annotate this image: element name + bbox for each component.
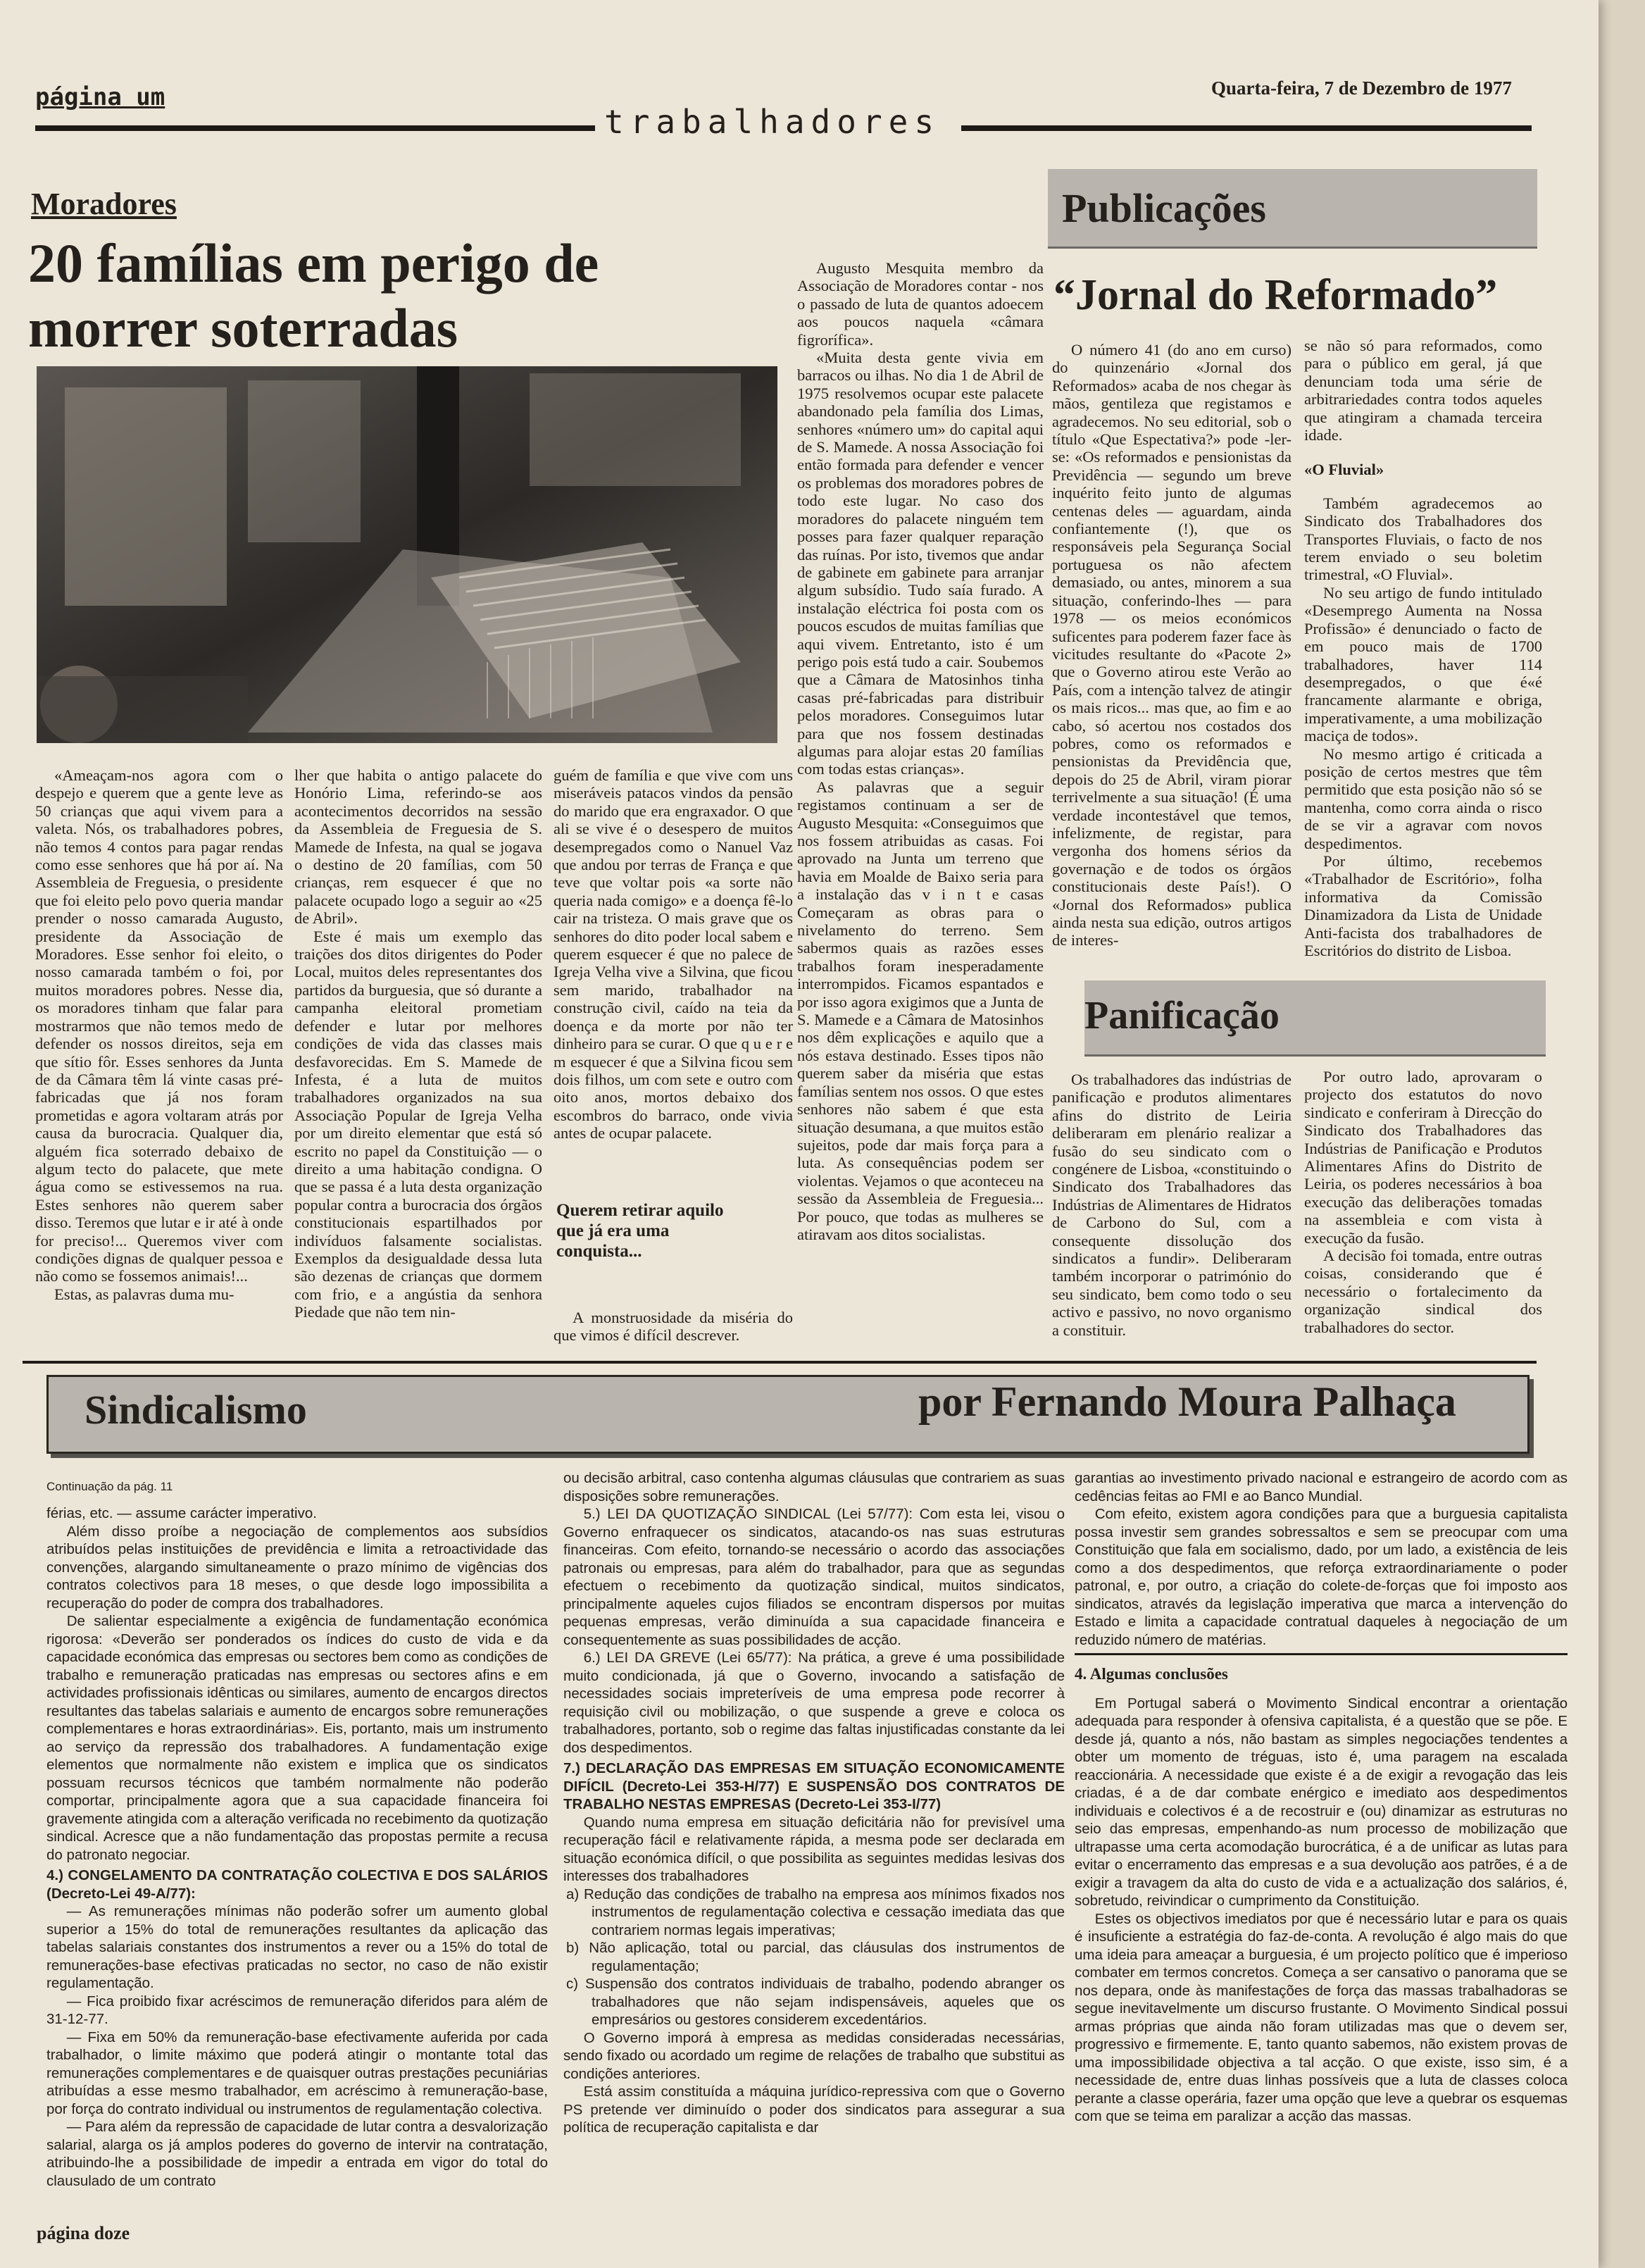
panificacao-col2-text-b: A decisão foi tomada, entre outras coisas, considerando que é necessário o fortalecimento da organização sindical dos trabalhadores do sector. [1304, 1247, 1542, 1336]
sindicalismo-byline: por Fernando Moura Palhaça [918, 1378, 1456, 1425]
sindicalismo-top-rule [23, 1361, 1537, 1364]
publicacoes-col2-text-d: No mesmo artigo é criticada a posição de certos mestres que têm permitido que esta posição não só se mantenha, como corra ainda o risco de se vir a agravar com novos despedimentos. [1304, 744, 1542, 852]
paragraph: — As remunerações mínimas não poderão sofrer um aumento global superior a 15% do total de remunerações resultantes da aplicação das tabelas salariais constantes dos instrumentos a rever ou a 15% do total de remunerações-base efectivas praticadas no sector, no caso de não existir regulamentação. [46, 1903, 548, 1991]
paragraph: — Fixa em 50% da remuneração-base efectivamente auferida por cada trabalhador, o limite máximo que poderá atingir o montante total das remunerações complementares e de quaisquer outras prestações pecuniárias atribuídas a esse mesmo trabalhador, em acréscimo à remuneração-base, por força do contrato individual ou instrumentos de regulamentação colectiva. [46, 2029, 548, 2117]
sindicalismo-title: Sindicalismo [85, 1387, 307, 1433]
paragraph: Além disso proíbe a negociação de complementos aos subsídios atribuídos pelas instituições de previdência e limita a retroactividade das convenções, alargando simultaneamente o prazo mínimo de vigências dos contratos colectivos para 18 meses, o que desde logo impossibilita a recuperação do poder de compra dos trabalhadores. [46, 1523, 548, 1612]
paragraph: 5.) LEI DA QUOTIZAÇÃO SINDICAL (Lei 57/77): Com esta lei, visou o Governo enfraquecer os sindicatos, atacando-os nas suas estruturas financeiras. Com efeito, tornando-se necessário o acordo das associações patronais ou empresas, para além do trabalhador, para que as segundas efectuem o recebimento da quotização sindical, muitos sindicatos, principalmente aqueles cujos filiados se encontram dispersos por muitas pequenas empresas, verão diminuída a sua capacidade financeira e consequentemente as suas possibilidades de acção. [563, 1506, 1065, 1648]
subheading: 4. Algumas conclusões [1075, 1653, 1568, 1683]
sindicalismo-column-3 [1075, 1469, 1568, 2223]
paragraph: Em Portugal saberá o Movimento Sindical encontrar a orientação adequada para responder à ofensiva capitalista, é a questão que se põe. E desde já, quanto a nós, não bastam as simples negociações tendentes a obter um momento de tréguas, isto é, uma paragem na escalada reaccionária. A necessidade que existe é a de exigir a revogação das leis criadas, é a de dar combate enérgico e imediato aos despedimentos individuais e colectivos é a de recostruir e (ou) dinamizar as estruturas no seio das empresas, empenhando-as num processo de mobilização que ultrapasse uma certa acomodação burocrática, é a de unificar as lutas para evitar o encerramento das empresas e a sua devolução aos patrões, é a de exigir a travagem da alta do custo de vida e a actualização dos salários, é, sobretudo, reivindicar o cumprimento da Constituição. [1075, 1695, 1568, 1909]
moradores-column-2 [294, 766, 542, 1344]
article-kicker: Moradores [31, 187, 177, 221]
publicacoes-column-1 [1052, 341, 1291, 968]
paragraph: 7.) DECLARAÇÃO DAS EMPRESAS EM SITUAÇÃO ECONOMICAMENTE DIFÍCIL (Decreto-Lei 353-H/77) E SUSPENSÃO DOS CONTRATOS DE TRABALHO NESTAS EMPRESAS (Decreto-Lei 353-I/77) [563, 1760, 1065, 1812]
publicacoes-column-2 [1304, 337, 1542, 971]
paragraph: ou decisão arbitral, caso contenha algumas cláusulas que contrariem as suas disposições sobre remunerações. [563, 1470, 1065, 1504]
publicacoes-col2-text-c: No seu artigo de fundo intitulado «Desemprego Aumenta na Nossa Profissão» é denunciado o facto de em pouco mais de 1700 trabalhadores, haver 114 desempregados, o que é«é francamente alarmante e obriga, imperativamente, a uma mobilização maciça de todos». [1304, 583, 1542, 745]
moradores-col2-text-b: Este é mais um exemplo das traições dos ditos dirigentes do Poder Local, muitos deles representantes dos partidos da burguesia, que só durante a campanha eleitoral prometiam defender e lutar por melhores condições de vida das classes mais desfavorecidas. Em S. Mamede de Infesta, é a luta de muitos trabalhadores organizados na sua Associação Popular de Igreja Velha por um direito elementar que está só escrito no papel da Constituição — o direito a uma habitação condigna. O que se passa é a luta desta organização popular contra a burocracia dos órgãos constitucionais espartilhados por indivíduos falsamente socialistas. Exemplos da desigualdade dessa luta são dezenas de crianças que dormem com frio, e a angústia da senhora Piedade que não tem nin- [294, 927, 542, 1321]
sindicalismo-column-2 [563, 1469, 1065, 2223]
paragraph: Quando numa empresa em situação deficitária não for previsível uma recuperação fácil e relativamente rápida, a mesma pode ser declarada em situação económica difícil, o que possibilita as seguintes medidas lesivas dos interesses dos trabalhadores [563, 1814, 1065, 1884]
paragraph: — Para além da repressão de capacidade de lutar contra a desvalorização salarial, alarga os já amplos poderes do governo de intervir na contratação, atribuindo-lhe a possibilidade de impedir a entrada em vigor do total do clausulado de um contrato [46, 2119, 548, 2189]
paragraph: c) Suspensão dos contratos individuais de trabalho, podendo abranger os trabalhadores que não sejam indispensáveis, aqueles que os empresários ou gestores considerem excedentários. [566, 1976, 1065, 2028]
barracks-photo-illustration [37, 366, 777, 743]
article-photo [37, 366, 777, 743]
photo-caption: A monstruosidade da miséria do que vimos é difícil descrever. [553, 1309, 793, 1345]
publicacoes-section-title: Publicações [1062, 185, 1266, 231]
paragraph: b) Não aplicação, total ou parcial, das cláusulas dos instrumentos de regulamentação; [566, 1940, 1065, 1974]
moradores-col1-cont: Estas, as palavras duma mu- [54, 1285, 234, 1303]
moradores-col1-text: «Ameaçam-nos agora com o despejo e querem que a gente leve as 50 crianças que aqui vivem para a valeta. Nós, os trabalhadores pobres, não temos 4 contos para pagar rendas como esse senhores que há por aí. Na Assembleia de Freguesia, o presidente que foi eleito pelo povo queria mandar prender o nosso camarada Augusto, presidente da Associação de Moradores. Esse senhor foi eleito, o nosso camarada também o foi, por muitos moradores pobres. Nesse dia, os moradores tinham que falar para mostrarmos que não temos medo de defender os nossos direitos, seja em que sítio fôr. Esses senhores da Junta de da Câmara têm lá vinte casas pré-fabricadas que já nos foram prometidas e agora voltaram atrás por causa da burocracia. Qualquer dia, alguém fica soterrado debaixo de algum tecto do palacete, que mete água como se estivessemos na rua. Estes senhores não querem saber disso. Teremos que lutar e ir até à onde for preciso!... Queremos viver com condições dignas de qualquer pessoa e não como se fossemos animais!... [35, 766, 283, 1285]
publicacoes-col2-text-b: Também agradecemos ao Sindicato dos Trabalhadores dos Transportes Fluviais, o facto de nos terem enviado o seu boletim trimestral, «O Fluvial». [1304, 494, 1542, 584]
publicacoes-col2-text-e: Por último, recebemos «Trabalhador de Escritório», folha informativa da Comissão Dinamizadora da Lista de Unidade Anti-facista dos trabalhadores de Escritórios do distrito de Lisboa. [1304, 852, 1542, 959]
moradores-col4-intro: Augusto Mesquita membro da Associação de Moradores contar - nos o passado de luta de quantos adoecem aos poucos naquela «câmara figrorífica». [797, 259, 1044, 349]
masthead-date: Quarta-feira, 7 de Dezembro de 1977 [1211, 77, 1512, 99]
paragraph: Está assim constituída a máquina jurídico-repressiva com que o Governo PS pretende ver diminuído o poder dos sindicatos para assegurar a sua política de recuperação capitalista e dar [563, 2083, 1065, 2136]
paragraph: a) Redução das condições de trabalho na empresa aos mínimos fixados nos instrumentos de regulamentação colectiva e cessação imediata das que contrariem normas legais imperativas; [566, 1886, 1065, 1938]
paragraph: garantias ao investimento privado nacional e estrangeiro de acordo com as cedências feitas ao FMI e ao Banco Mundial. [1075, 1470, 1568, 1504]
masthead-section: trabalhadores [604, 103, 941, 141]
moradores-column-3 [553, 766, 793, 1175]
publicacoes-headline: “Jornal do Reformado” [1053, 271, 1498, 319]
moradores-col4-quote: «Muita desta gente vivia em barracos ou ilhas. No dia 1 de Abril de 1975 resolvemos ocupar este palacete abandonado pela família dos Limas, senhores «número um» do capital aqui de S. Mamede. A nossa Associação foi então formada para defender e vencer os problemas dos moradores pobres de todo este lugar. No caso dos moradores do palacete ninguém tem posses para fazer qualquer reparação das ruínas. Por isto, tivemos que andar de gabinete em gabinete para arranjar algum subsídio. Tudo saía furado. A instalação eléctrica foi posta com os poucos escudos de muitas famílias que aqui vivem. Entretanto, isto é um perigo pois está tudo a cair. Soubemos que a Câmara de Matosinhos tinha casas pré-fabricadas para distribuir pelos moradores. Conseguimos lutar para que nos fossem destinadas algumas para alojar estas 20 famílias com todas estas crianças». [797, 349, 1044, 778]
moradores-column-4 [797, 259, 1044, 1350]
panificacao-col1-text: Os trabalhadores das indústrias de panificação e produtos alimentares afins do distrito de Leiria deliberaram em plenário realizar a fusão do seu sindicato com o congénere de Lisboa, «constituindo o Sindicato dos Trabalhadores das Indústrias de Alimentares de Hidratos de Carbono do Sul, com a consequente dissolução dos sindicatos a fundir». Deliberaram também incorporar o património do seu sindicato, bem como todo o seu activo e passivo, no novo organismo a constituir. [1052, 1071, 1291, 1339]
masthead-rule-left [35, 125, 595, 131]
moradores-column-1 [35, 766, 283, 1344]
moradores-col3-text: guém de família e que vive com uns miseráveis patacos vindos da pensão do marido que era engraxador. O que ali se vive é o desespero de muitos desempregados como o Nanuel Vaz que andou por terras de França e que teve que voltar pois «a sorte não queria nada comigo» e a doença fê-lo cair na tristeza. O mais grave que os senhores do dito poder local sabem e querem esquecer é que no palece de Igreja Velha vive a Silvina, que ficou sem marido, trabalhador na construção civil, caído na teia da doença e da morte por não ter dinheiro para se curar. O que q u e r e m esquecer é que a Silvina ficou sem dois filhos, um com sete e outro com oito anos, mortos debaixo dos escombros do barraco, onde vivia antes de ocupar palacete. [553, 766, 793, 1142]
pull-quote: Querem retirar aquilo que já era uma conquista... [556, 1201, 724, 1261]
masthead-left: página um [35, 83, 165, 111]
moradores-col4-quote2: As palavras que a seguir registamos continuam a ser de Augusto Mesquita: «Conseguimos que nos fossem atribuidas as casas. Foi aprovado na Junta um terreno que havia em Moalde de Baixo seria para a instalação das v i n t e casas Começaram as obras para o nivelamento do terreno. Sem sabermos quais as razões esses trabalhos foram inesperadamente interrompidos. Ficamos espantados e por isso agora exigimos que a Junta de S. Mamede e a Câmara de Matosinhos nos dêm explicações e aquilo que a nós estava destinado. Esses tipos não querem saber da miséria que estas famílias sentem nos ossos. O que estes senhores não sabem é que esta situação desumana, a que muitos estão sujeitos, pode dar mais força para a luta. As consequências podem ser violentas. Vejamos o que aconteceu na sessão da Assembleia de Freguesia... Por pouco, que todas as mulheres se atiravam aos ditos socialistas. [797, 778, 1044, 1243]
paragraph: O Governo imporá à empresa as medidas consideradas necessárias, sendo fixado ou acordado um regime de relações de trabalho que substitui as condições anteriores. [563, 2029, 1065, 2082]
continuation-note: Continuação da pág. 11 [46, 1480, 173, 1493]
paragraph: — Fica proibido fixar acréscimos de remuneração diferidos para além de 31-12-77. [46, 1993, 548, 2027]
publicacoes-col2-text-a: se não só para reformados, como para o público em geral, já que denunciam toda uma série de arbitrariedades contra todos aqueles que atingiram a chamada terceira idade. [1304, 337, 1542, 444]
paragraph: Estes os objectivos imediatos por que é necessário lutar e para os quais é insuficiente a estratégia do faz-de-conta. A revolução é algo mais do que uma ideia para ameaçar a burguesia, é um projecto político que é imperioso combater em termos concretos. Começa a ser cansativo o panorama que se nos depara, onde às manifestações de força das massas trabalhadoras se segue inevitavelmente um discurso frustante. O Movimento Sindical possui armas próprias que ainda não foram utilizadas mas que o devem ser, progressivo e firmemente. E, tanto quanto sabemos, não existem provas de uma impossibilidade objectiva a tal acção. O que existe, isso sim, é a necessidade de, entre duas linhas possíveis que a luta de classes coloca perante a classe operária, fazer uma opção que leve a quebrar os esquemas com que se teima em paralizar a acção das massas. [1075, 1910, 1568, 2124]
masthead-rule-right [961, 125, 1532, 131]
paragraph: Com efeito, existem agora condições para que a burguesia capitalista possa investir sem grandes sobressaltos e sem se preocupar com uma Constituição que fala em socialismo, dado, por um lado, a existência de leis como a dos despedimentos, que reforça extraordinariamente o poder patronal, e, por outro, a criação do colete-de-forças que foi imposto aos sindicatos, através da legislação imperativa que marca a intervenção do Estado e limita a capacidade contratual daqueles à negociação de um reduzido número de matérias. [1075, 1506, 1568, 1648]
panificacao-column-2 [1304, 1068, 1542, 1346]
page-footer: página doze [37, 2223, 130, 2243]
panificacao-section-title: Panificação [1084, 994, 1280, 1038]
publicacoes-col1-text: O número 41 (do ano em curso) do quinzenário «Jornal dos Reformados» acaba de nos chegar às mãos, gentileza que registamos e agradecemos. No seu editorial, sob o título «Que Espectativa?» pode -ler-se: «Os reformados e pensionistas da Previdência — segundo um breve inquérito feito junto de algumas centenas deles — aguardam, ainda confiantemente (!), que os responsáveis pela Segurança Social portuguesa os não afectem demasiado, ou antes, minorem a sua situação, conferindo-lhes — para 1978 — os meios económicos suficentes para poderem fazer face às vicitudes resultante do «Pacote 2» que o Governo atirou este Verão ao País, com a intenção talvez de atingir os mais ricos... mas que, ao fim e ao cabo, só acertou nos costados dos pobres, como os reformados e pensionistas da Previdência que, depois do 25 de Abril, viram piorar terrivelmente a sua situação! (É uma verdade incontestável que temos, infelizmente, de registar, para vergonha dos homens sérios da governação e de todos os órgãos constitucionais deste País!). O «Jornal dos Reformados» publica ainda nesta sua edição, outros artigos de interes- [1052, 341, 1291, 949]
paragraph: 6.) LEI DA GREVE (Lei 65/77): Na prática, a greve é uma possibilidade muito condicionada, já que o Governo, invocando a satisfação de necessidades sociais impreteríveis de uma empresa pode recorrer à requisição civil ou mobilização, o que suspende a greve e coloca os trabalhadores, portanto, sob o regime das faltas injustificadas constante da lei dos despedimentos. [563, 1650, 1065, 1756]
paragraph: 4.) CONGELAMENTO DA CONTRATAÇÃO COLECTIVA E DOS SALÁRIOS (Decreto-Lei 49-A/77): [46, 1867, 548, 1902]
panificacao-column-1 [1052, 1071, 1291, 1345]
fluvial-subhead: «O Fluvial» [1304, 461, 1384, 479]
paragraph: férias, etc. — assume carácter imperativo. [46, 1505, 317, 1521]
paragraph: De salientar especialmente a exigência de fundamentação económica rigorosa: «Deverão ser ponderados os índices do custo de vida e da capacidade económica das empresas ou sectores bem como as condições de trabalho e remuneração praticadas nas empresas ou sectores afins e em actividades profissionais idênticas ou similares, aumento de encargos directos resultantes das tabelas salariais e aumento de encargos sobre remunerações complementares e horas extraordinárias». Eis, portanto, mais um instrumento ao serviço da repressão dos trabalhadores. A fundamentação exige elementos que normalmente não existem e implica que os sindicatos possuam recursos técnicos que também normalmente não poderão comportar, principalmente agora que a sua capacidade financeira foi gravemente atingida com a alteração verificada no recebimento da quotização sindical. Acresce que a não fundamentação das propostas permite a recusa do patronato negociar. [46, 1613, 548, 1863]
panificacao-col2-text-a: Por outro lado, aprovaram o projecto dos estatutos do novo sindicato e conferiram à Direcção do Sindicato dos Trabalhadores das Indústrias de Panificação e Produtos Alimentares Afins do Distrito de Leiria, os poderes necessários à boa execução das deliberações tomadas na assembleia e com vista à execução da fusão. [1304, 1068, 1542, 1247]
moradores-col2-text-a: lher que habita o antigo palacete do Honório Lima, referindo-se aos acontecimentos decorridos na sessão da Assembleia de Freguesia de S. Mamede de Infesta, na qual se jogava o destino de 20 famílias, com 50 crianças, rem esquecer é que no palacete ocupado logo a seguir ao «25 de Abril». [294, 766, 542, 928]
article-headline: 20 famílias em perigo de morrer soterradas [28, 232, 599, 359]
sindicalismo-column-1 [46, 1504, 548, 2209]
